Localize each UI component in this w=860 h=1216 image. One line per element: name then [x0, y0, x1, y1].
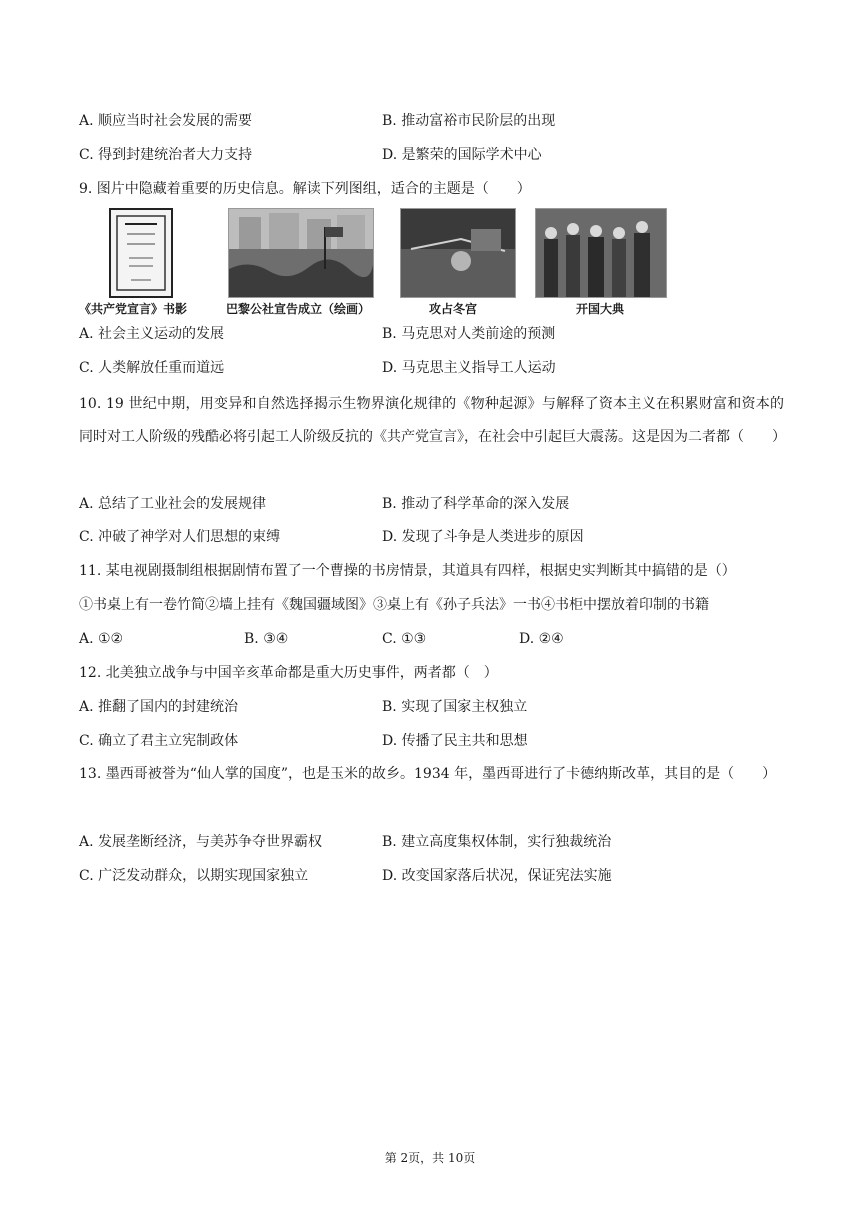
- q8-option-c: C. 得到封建统治者大力支持: [79, 147, 253, 163]
- q13-option-a: A. 发展垄断经济，与美苏争夺世界霸权: [79, 834, 323, 850]
- q12-options-row1: [79, 697, 799, 717]
- q10-options-row1: [79, 494, 799, 514]
- q12-options-row2: [79, 731, 799, 751]
- q12-option-c: C. 确立了君主立宪制政体: [79, 733, 239, 749]
- q9-option-c: C. 人类解放任重而道远: [79, 360, 225, 376]
- q11-option-c: C. ①③: [382, 631, 427, 647]
- q13-stem: 13. 墨西哥被誉为“仙人掌的国度”，也是玉米的故乡。1934 年，墨西哥进行了卡德纳斯改革，其目的是（ ）: [79, 766, 777, 782]
- q9-figure-4: [535, 208, 667, 316]
- q10-option-d: D. 发现了斗争是人类进步的原因: [382, 529, 584, 545]
- q13-option-d: D. 改变国家落后状况，保证宪法实施: [382, 868, 612, 884]
- q11-items: ①书桌上有一卷竹简②墙上挂有《魏国疆域图》③桌上有《孙子兵法》一书④书柜中摆放着印制的书籍: [79, 597, 709, 613]
- q9-option-a: A. 社会主义运动的发展: [79, 326, 225, 342]
- q10-option-c: C. 冲破了神学对人们思想的束缚: [79, 529, 281, 545]
- q9-caption-4: 开国大典: [576, 302, 625, 316]
- q11-option-d: D. ②④: [519, 631, 564, 647]
- q11-option-b: B. ③④: [244, 631, 289, 647]
- q12-option-b: B. 实现了国家主权独立: [382, 699, 528, 715]
- q13-option-c: C. 广泛发动群众，以期实现国家独立: [79, 868, 309, 884]
- q9-caption-1: 《共产党宣言》书影: [79, 302, 188, 316]
- ceremony-image: [535, 208, 667, 298]
- q9-figure-3: [400, 208, 516, 316]
- q9-options-row2: [79, 358, 799, 378]
- q9-option-b: B. 马克思对人类前途的预测: [382, 326, 556, 342]
- q9-stem: 9. 图片中隐藏着重要的历史信息。解读下列图组，适合的主题是（ ）: [79, 181, 531, 197]
- crowd-painting-image: [228, 208, 374, 298]
- q10-option-a: A. 总结了工业社会的发展规律: [79, 496, 267, 512]
- q10-stem: 10. 19 世纪中期，用变异和自然选择揭示生物界演化规律的《物种起源》与解释了资本主义在积累财富和资本的同时对工人阶级的残酷必将引起工人阶级反抗的《共产党宣言》，在社会中引起巨大震荡。这是因为二者都（ ）: [79, 396, 786, 445]
- q9-option-d: D. 马克思主义指导工人运动: [382, 360, 556, 376]
- q8-option-a: A. 顺应当时社会发展的需要: [79, 113, 253, 129]
- q11-stem: 11. 某电视剧摄制组根据剧情布置了一个曹操的书房情景，其道具有四样，根据史实判断其中搞错的是（）: [79, 563, 736, 579]
- q8-options-row1: [79, 111, 799, 131]
- q13-options-row1: [79, 832, 799, 852]
- q9-caption-2: 巴黎公社宣告成立（绘画）: [226, 302, 371, 316]
- q10-option-b: B. 推动了科学革命的深入发展: [382, 496, 570, 512]
- q12-option-a: A. 推翻了国内的封建统治: [79, 699, 239, 715]
- q10-options-row2: [79, 527, 799, 547]
- q9-options-row1: [79, 324, 799, 344]
- q12-option-d: D. 传播了民主共和思想: [382, 733, 528, 749]
- q9-caption-3: 攻占冬宫: [429, 302, 478, 316]
- q11-option-a: A. ①②: [79, 631, 124, 647]
- q12-stem: 12. 北美独立战争与中国辛亥革命都是重大历史事件，两者都（ ）: [79, 665, 498, 681]
- q8-option-b: B. 推动富裕市民阶层的出现: [382, 113, 556, 129]
- q13-options-row2: [79, 866, 799, 886]
- q8-options-row2: [79, 145, 799, 165]
- book-cover-image: [109, 208, 173, 298]
- q13-option-b: B. 建立高度集权体制，实行独裁统治: [382, 834, 612, 850]
- q9-figure-2: [226, 208, 374, 316]
- q8-option-d: D. 是繁荣的国际学术中心: [382, 147, 542, 163]
- q9-figure-1: [79, 208, 188, 316]
- page-footer: 第 2页，共 10页: [384, 1151, 476, 1165]
- battle-night-image: [400, 208, 516, 298]
